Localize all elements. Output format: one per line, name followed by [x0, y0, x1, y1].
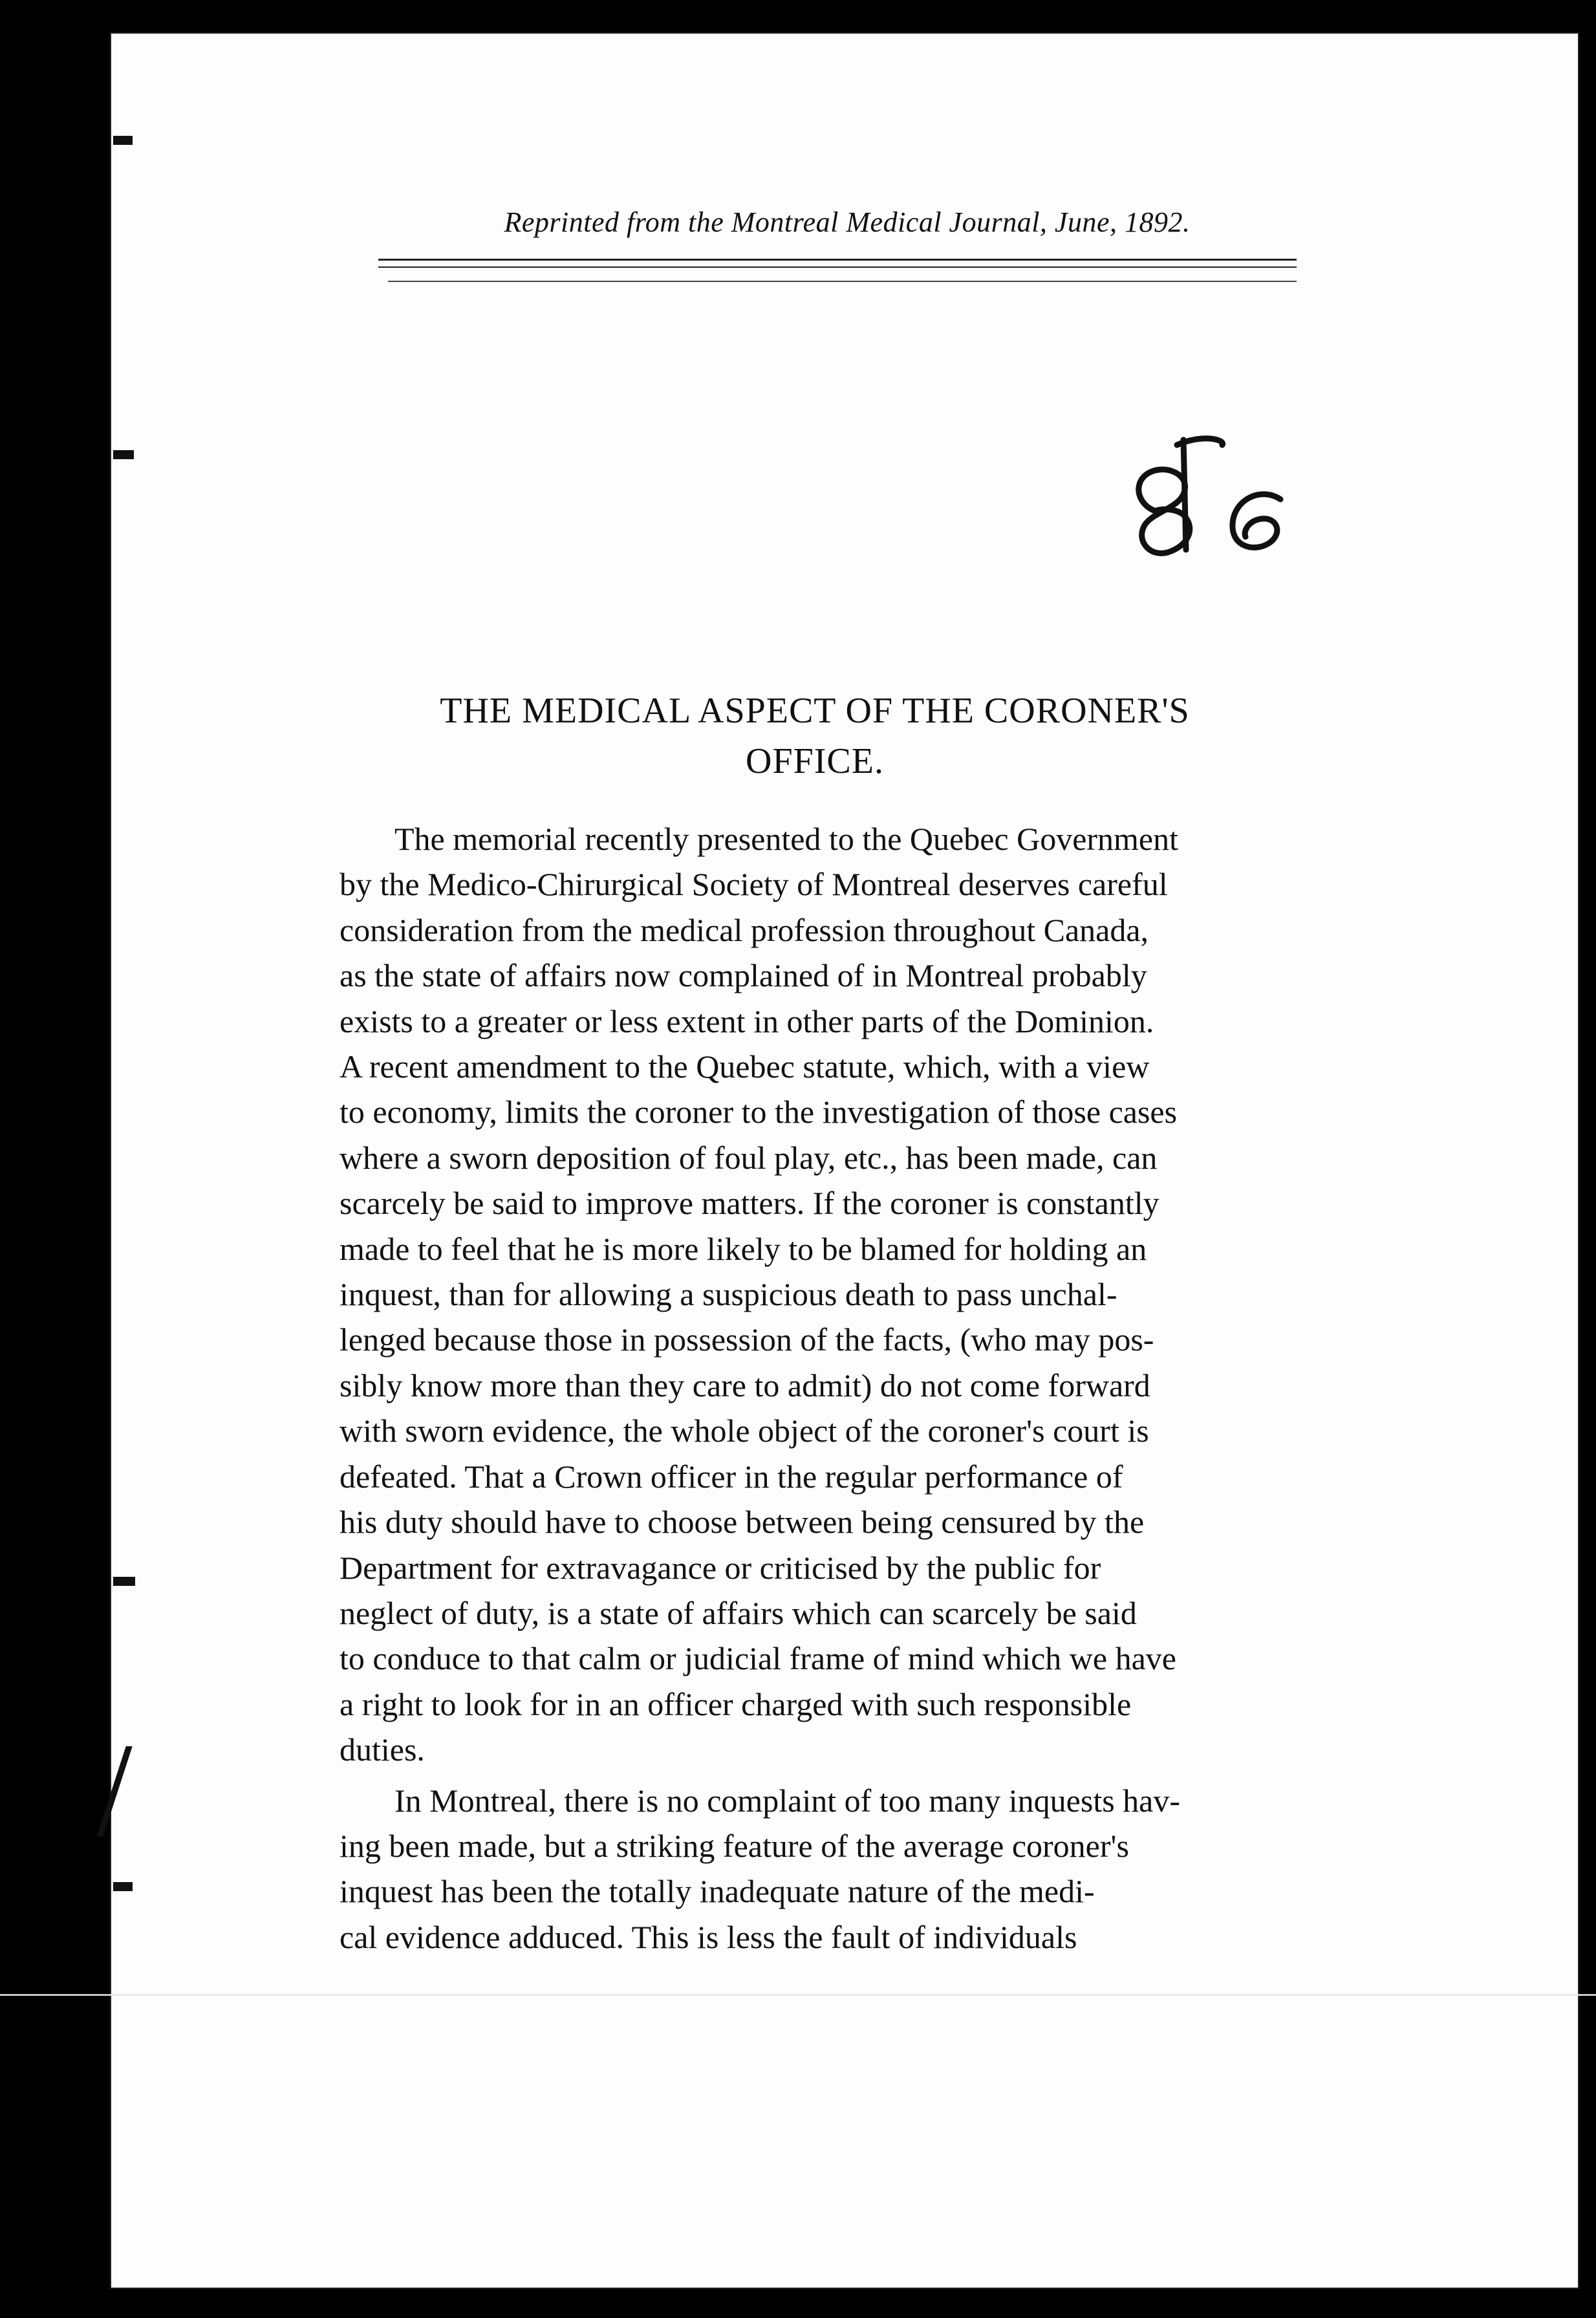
text-line: with sworn evidence, the whole object of the coroner's court is — [340, 1413, 1149, 1449]
text-line: by the Medico-Chirurgical Society of Montreal deserves careful — [340, 866, 1168, 903]
text-line: to economy, limits the coroner to the investigation of those cases — [340, 1094, 1178, 1131]
text-line: to conduce to that calm or judicial frame of mind which we have — [340, 1640, 1176, 1677]
text-line: a right to look for in an officer charged with such responsible — [340, 1685, 1132, 1722]
reprint-header: Reprinted from the Montreal Medical Journal, June, 1892. — [504, 206, 1191, 238]
text-line: cal evidence adduced. This is less the fault of individuals — [340, 1918, 1077, 1955]
text-line: inquest has been the totally inadequate nature of the medi- — [340, 1873, 1095, 1910]
text-line: neglect of duty, is a state of affairs which can scarcely be said — [340, 1594, 1137, 1631]
header-rule — [378, 259, 1297, 261]
text-line: as the state of affairs now complained of in Montreal probably — [340, 957, 1147, 994]
title-line: OFFICE. — [746, 741, 884, 781]
paragraph — [340, 1778, 1300, 1960]
binding-mark — [113, 450, 134, 459]
title-line: THE MEDICAL ASPECT OF THE CORONER'S — [440, 691, 1190, 731]
text-line: consideration from the medical profession throughout Canada, — [340, 911, 1149, 948]
binding-mark — [113, 136, 133, 145]
text-line: his duty should have to choose between being censured by the — [340, 1504, 1145, 1541]
paragraph — [340, 816, 1300, 1773]
text-line: exists to a greater or less extent in other parts of the Dominion. — [340, 1002, 1154, 1039]
text-line: duties. — [340, 1731, 425, 1768]
handwritten-number-86 — [1099, 414, 1293, 569]
binding-mark — [113, 1577, 135, 1586]
text-line: inquest, than for allowing a suspicious death to pass unchal- — [340, 1276, 1117, 1313]
article-title — [336, 686, 1293, 786]
article-body — [340, 816, 1300, 1960]
text-line: Department for extravagance or criticised by the public for — [340, 1549, 1101, 1586]
text-line: where a sworn deposition of foul play, etc., has been made, can — [340, 1139, 1158, 1176]
text-line: The memorial recently presented to the Quebec Government — [394, 821, 1179, 857]
header-rule — [388, 281, 1297, 282]
text-line: made to feel that he is more likely to be blamed for holding an — [340, 1230, 1147, 1267]
text-line: In Montreal, there is no complaint of too many inquests hav- — [394, 1782, 1181, 1819]
text-line: sibly know more than they care to admit) do not come forward — [340, 1367, 1150, 1403]
text-line: A recent amendment to the Quebec statute, which, with a view — [340, 1048, 1150, 1085]
text-line: scarcely be said to improve matters. If the coroner is constantly — [340, 1185, 1159, 1222]
text-line: lenged because those in possession of the facts, (who may pos- — [340, 1321, 1154, 1358]
text-line: defeated. That a Crown officer in the regular performance of — [340, 1458, 1123, 1495]
header-rule — [378, 266, 1297, 268]
binding-mark — [113, 1882, 133, 1891]
text-line: ing been made, but a striking feature of the average coroner's — [340, 1827, 1129, 1864]
scan-artifact-line — [0, 1994, 1596, 1996]
